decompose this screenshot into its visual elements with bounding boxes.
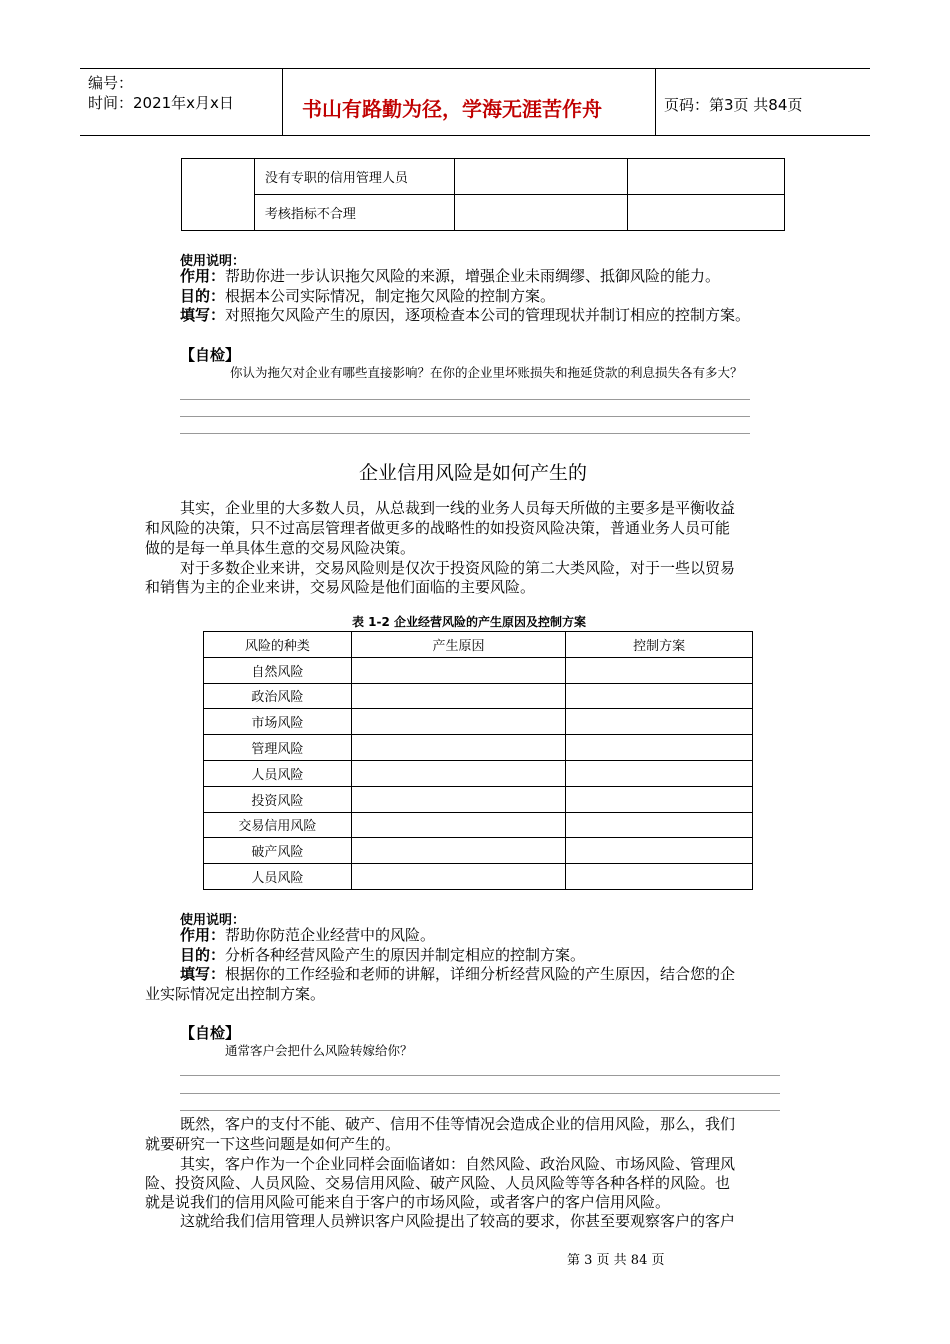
table-cell bbox=[566, 838, 753, 864]
header-divider-left bbox=[282, 68, 283, 136]
paragraph-line: 其实，客户作为一个企业同样会面临诸如：自然风险、政治风险、市场风险、管理风 bbox=[180, 1155, 736, 1173]
table-header-cell: 产生原因 bbox=[351, 632, 566, 658]
table-cell bbox=[566, 709, 753, 735]
selfcheck-title: 【自检】 bbox=[180, 1024, 241, 1042]
usage-title: 使用说明： bbox=[180, 913, 246, 928]
risk-type-cell: 管理风险 bbox=[204, 735, 352, 761]
usage-purpose-label: 作用： bbox=[180, 926, 226, 944]
header-divider-right bbox=[655, 68, 656, 136]
table-cell: 没有专职的信用管理人员 bbox=[254, 159, 454, 195]
usage-goal-text: 分析各种经营风险产生的原因并制定相应的控制方案。 bbox=[225, 946, 586, 964]
table-row bbox=[204, 683, 753, 709]
table-cell bbox=[351, 683, 566, 709]
usage-purpose bbox=[180, 926, 435, 945]
risk-type-cell: 政治风险 bbox=[204, 683, 352, 709]
table-cell bbox=[351, 864, 566, 890]
paragraph-line: 做的是每一单具体生意的交易风险决策。 bbox=[145, 539, 416, 557]
table-cell-blank bbox=[182, 159, 255, 231]
paragraph-line: 对于多数企业来讲，交易风险则是仅次于投资风险的第二大类风险，对于一些以贸易 bbox=[180, 559, 736, 577]
paragraph-line: 就要研究一下这些问题是如何产生的。 bbox=[145, 1135, 401, 1153]
control-table-continued bbox=[181, 158, 785, 231]
table-header-row bbox=[204, 632, 753, 658]
usage-fill-label: 填写： bbox=[180, 306, 226, 324]
paragraph-line: 既然，客户的支付不能、破产、信用不佳等情况会造成企业的信用风险，那么，我们 bbox=[180, 1115, 736, 1133]
paragraph-line: 险、投资风险、人员风险、交易信用风险、破产风险、人员风险等等各种各样的风险。也 bbox=[145, 1174, 731, 1192]
header-motto: 书山有路勤为径，学海无涯苦作舟 bbox=[302, 97, 602, 121]
usage-goal bbox=[180, 287, 555, 306]
usage-goal-text: 根据本公司实际情况，制定拖欠风险的控制方案。 bbox=[225, 287, 556, 305]
table-cell bbox=[454, 195, 628, 231]
answer-line bbox=[180, 1093, 780, 1094]
selfcheck-question: 通常客户会把什么风险转嫁给你？ bbox=[225, 1043, 413, 1058]
table-row bbox=[204, 838, 753, 864]
table-cell bbox=[566, 760, 753, 786]
table-row bbox=[204, 786, 753, 812]
table-row bbox=[182, 195, 785, 231]
table-cell bbox=[351, 786, 566, 812]
risk-type-cell: 投资风险 bbox=[204, 786, 352, 812]
table-row bbox=[204, 657, 753, 683]
risk-type-cell: 破产风险 bbox=[204, 838, 352, 864]
table-row bbox=[204, 709, 753, 735]
header-date-label: 时间：2021年x月x日 bbox=[88, 94, 234, 112]
table-cell bbox=[351, 760, 566, 786]
table-row bbox=[182, 159, 785, 195]
usage-purpose bbox=[180, 267, 720, 286]
table-cell bbox=[566, 864, 753, 890]
usage-fill-label: 填写： bbox=[180, 965, 226, 983]
table-cell bbox=[454, 159, 628, 195]
table-header-cell: 控制方案 bbox=[566, 632, 753, 658]
usage-purpose-text: 帮助你防范企业经营中的风险。 bbox=[225, 926, 436, 944]
usage-fill-text: 对照拖欠风险产生的原因，逐项检查本公司的管理现状并制订相应的控制方案。 bbox=[225, 306, 751, 324]
table-row bbox=[204, 760, 753, 786]
answer-line bbox=[180, 399, 750, 400]
answer-line bbox=[180, 1075, 780, 1076]
risk-type-cell: 交易信用风险 bbox=[204, 812, 352, 838]
risk-type-cell: 市场风险 bbox=[204, 709, 352, 735]
usage-fill-text: 根据你的工作经验和老师的讲解，详细分析经营风险的产生原因，结合您的企 bbox=[225, 965, 736, 983]
table-cell bbox=[351, 657, 566, 683]
usage-fill bbox=[180, 306, 750, 325]
paragraph-line: 这就给我们信用管理人员辨识客户风险提出了较高的要求，你甚至要观察客户的客户 bbox=[180, 1212, 736, 1230]
table-cell bbox=[628, 159, 785, 195]
table-cell bbox=[351, 812, 566, 838]
table-cell bbox=[628, 195, 785, 231]
answer-line bbox=[180, 416, 750, 417]
usage-fill-continued: 业实际情况定出控制方案。 bbox=[145, 985, 326, 1003]
paragraph-line: 就是说我们的信用风险可能来自于客户的市场风险，或者客户的客户信用风险。 bbox=[145, 1193, 671, 1211]
paragraph-line: 和风险的决策，只不过高层管理者做更多的战略性的如投资风险决策，普通业务人员可能 bbox=[145, 519, 731, 537]
usage-goal-label: 目的： bbox=[180, 946, 226, 964]
section-heading: 企业信用风险是如何产生的 bbox=[359, 462, 588, 484]
risk-type-cell: 人员风险 bbox=[204, 864, 352, 890]
table-header-cell: 风险的种类 bbox=[204, 632, 352, 658]
table-cell bbox=[566, 786, 753, 812]
paragraph-line: 和销售为主的企业来讲，交易风险是他们面临的主要风险。 bbox=[145, 578, 536, 596]
usage-goal bbox=[180, 946, 585, 965]
table-row bbox=[204, 735, 753, 761]
selfcheck-title: 【自检】 bbox=[180, 346, 241, 364]
paragraph-line: 其实，企业里的大多数人员，从总裁到一线的业务人员每天所做的主要多是平衡收益 bbox=[180, 499, 736, 517]
usage-goal-label: 目的： bbox=[180, 287, 226, 305]
table-row bbox=[204, 812, 753, 838]
table-cell bbox=[566, 683, 753, 709]
answer-line bbox=[180, 433, 750, 434]
page-footer: 第 3 页 共 84 页 bbox=[567, 1253, 665, 1268]
table-cell: 考核指标不合理 bbox=[254, 195, 454, 231]
usage-purpose-label: 作用： bbox=[180, 267, 226, 285]
table-caption: 表 1-2 企业经营风险的产生原因及控制方案 bbox=[352, 615, 587, 629]
table-cell bbox=[566, 812, 753, 838]
header-number-label: 编号： bbox=[88, 74, 134, 92]
usage-title: 使用说明： bbox=[180, 254, 246, 269]
usage-fill bbox=[180, 965, 735, 984]
table-cell bbox=[351, 838, 566, 864]
table-cell bbox=[566, 657, 753, 683]
risk-type-cell: 自然风险 bbox=[204, 657, 352, 683]
selfcheck-question: 你认为拖欠对企业有哪些直接影响？在你的企业里坏账损失和拖延贷款的利息损失各有多大？ bbox=[230, 365, 743, 380]
answer-line bbox=[180, 1110, 780, 1111]
risk-type-cell: 人员风险 bbox=[204, 760, 352, 786]
table-cell bbox=[351, 735, 566, 761]
risk-control-table bbox=[203, 631, 753, 890]
table-cell bbox=[566, 735, 753, 761]
usage-purpose-text: 帮助你进一步认识拖欠风险的来源，增强企业未雨绸缪、抵御风险的能力。 bbox=[225, 267, 721, 285]
header-top-rule bbox=[80, 68, 870, 69]
header-bottom-rule bbox=[80, 135, 870, 136]
table-row bbox=[204, 864, 753, 890]
header-page-info: 页码：第3页 共84页 bbox=[664, 96, 803, 114]
table-cell bbox=[351, 709, 566, 735]
